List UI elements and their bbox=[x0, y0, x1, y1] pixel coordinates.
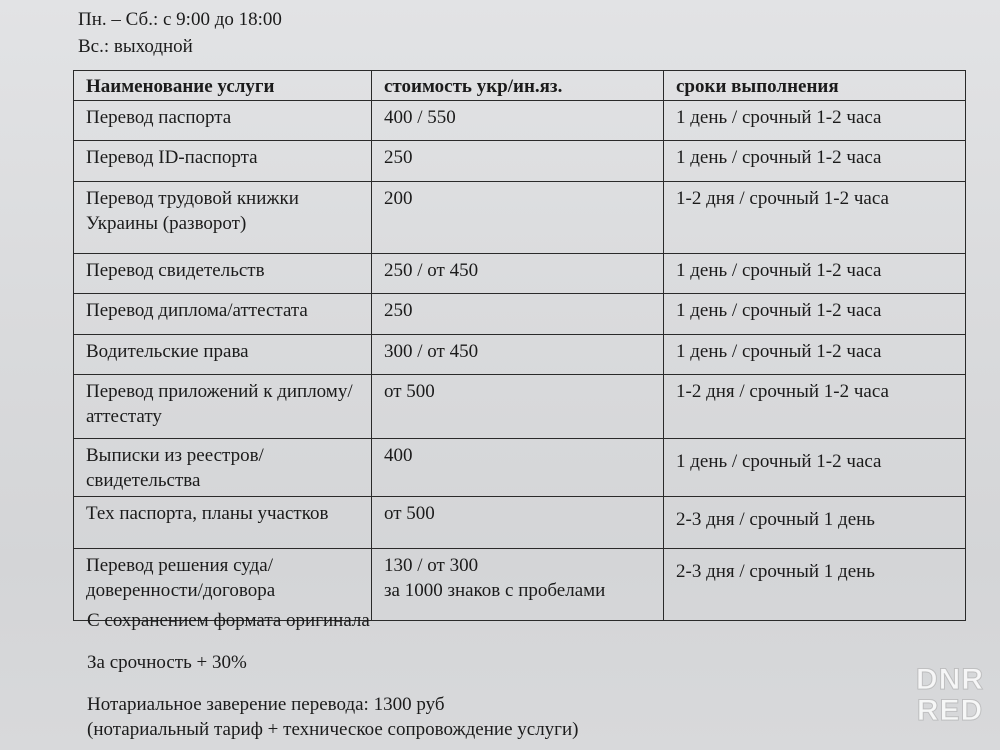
service-cell: Перевод свидетельств bbox=[74, 254, 372, 294]
service-cell: Перевод диплома/аттестата bbox=[74, 294, 372, 335]
table-row bbox=[74, 141, 966, 182]
service-cell: Перевод трудовой книжки Украины (разворот) bbox=[74, 182, 372, 254]
table-header-row bbox=[74, 71, 966, 101]
price-cell: 300 / от 450 bbox=[372, 335, 664, 375]
price-cell: 200 bbox=[372, 182, 664, 254]
table-row bbox=[74, 254, 966, 294]
service-cell: Тех паспорта, планы участков bbox=[74, 497, 372, 549]
column-header-price: стоимость укр/ин.яз. bbox=[372, 71, 664, 101]
term-cell: 1 день / срочный 1-2 часа bbox=[664, 335, 966, 375]
table-row bbox=[74, 101, 966, 141]
table-row bbox=[74, 294, 966, 335]
price-value: 130 / от 300 bbox=[384, 555, 479, 576]
table-row bbox=[74, 182, 966, 254]
price-cell: 250 bbox=[372, 141, 664, 182]
note-notary: Нотариальное заверение перевода: 1300 руб bbox=[87, 694, 445, 715]
note-notary-detail: (нотариальный тариф + техническое сопровождение услуги) bbox=[87, 719, 579, 740]
price-cell: 250 bbox=[372, 294, 664, 335]
term-cell: 2-3 дня / срочный 1 день bbox=[664, 549, 966, 621]
term-cell: 1-2 дня / срочный 1-2 часа bbox=[664, 182, 966, 254]
working-hours bbox=[78, 6, 282, 60]
hours-sunday: Вс.: выходной bbox=[78, 36, 193, 57]
notes bbox=[87, 608, 578, 742]
price-cell: 250 / от 450 bbox=[372, 254, 664, 294]
price-cell: 400 bbox=[372, 439, 664, 497]
term-cell: 1 день / срочный 1-2 часа bbox=[664, 141, 966, 182]
table-row bbox=[74, 497, 966, 549]
term-cell: 1 день / срочный 1-2 часа bbox=[664, 254, 966, 294]
term-cell: 2-3 дня / срочный 1 день bbox=[664, 497, 966, 549]
table-row bbox=[74, 335, 966, 375]
watermark-line-1: DNR bbox=[916, 663, 984, 696]
price-cell: от 500 bbox=[372, 497, 664, 549]
term-cell: 1-2 дня / срочный 1-2 часа bbox=[664, 375, 966, 439]
service-cell: Водительские права bbox=[74, 335, 372, 375]
service-cell: Перевод ID-паспорта bbox=[74, 141, 372, 182]
note-urgency: За срочность + 30% bbox=[87, 652, 247, 673]
service-cell: Выписки из реестров/ свидетельства bbox=[74, 439, 372, 497]
service-cell: Перевод паспорта bbox=[74, 101, 372, 141]
term-cell: 1 день / срочный 1-2 часа bbox=[664, 439, 966, 497]
table-row bbox=[74, 439, 966, 497]
term-cell: 1 день / срочный 1-2 часа bbox=[664, 294, 966, 335]
price-note: за 1000 знаков с пробелами bbox=[384, 580, 606, 601]
hours-weekdays: Пн. – Сб.: с 9:00 до 18:00 bbox=[78, 9, 282, 30]
term-cell: 1 день / срочный 1-2 часа bbox=[664, 101, 966, 141]
price-cell: от 500 bbox=[372, 375, 664, 439]
column-header-service: Наименование услуги bbox=[74, 71, 372, 101]
watermark-line-2: RED bbox=[916, 694, 984, 727]
price-table bbox=[73, 70, 966, 621]
service-cell: Перевод решения суда/доверенности/договора bbox=[74, 549, 372, 621]
watermark-logo bbox=[910, 664, 990, 726]
service-cell: Перевод приложений к диплому/аттестату bbox=[74, 375, 372, 439]
table-row bbox=[74, 375, 966, 439]
price-cell: 400 / 550 bbox=[372, 101, 664, 141]
column-header-term: сроки выполнения bbox=[664, 71, 966, 101]
note-format: С сохранением формата оригинала bbox=[87, 610, 370, 631]
